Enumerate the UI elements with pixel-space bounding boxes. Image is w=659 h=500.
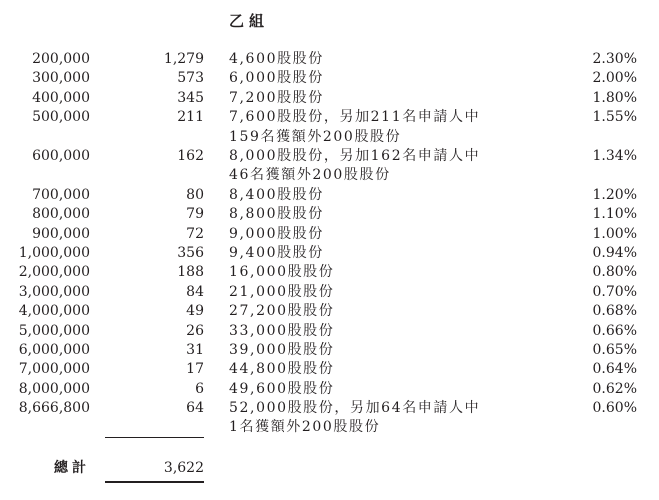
shares-applied-cell: 8,666,800: [18, 400, 90, 417]
shares-applied-cell: 7,000,000: [18, 361, 90, 378]
table-row: [0, 244, 659, 263]
total-bottom-rule: [105, 481, 204, 483]
allocation-basis-line: 49,600股股份: [229, 380, 335, 397]
valid-applications-cell: 49: [186, 303, 204, 320]
shares-applied-cell: 800,000: [32, 206, 90, 223]
allocation-basis-cell: [229, 283, 529, 302]
shares-applied-cell: 500,000: [32, 109, 90, 126]
shares-applied-cell: 700,000: [32, 186, 90, 203]
allocation-basis-line: 9,400股股份: [229, 244, 324, 261]
table-row: [0, 380, 659, 399]
allotment-percentage-cell: 1.34%: [592, 147, 637, 164]
shares-applied-cell: 3,000,000: [18, 283, 90, 300]
allotment-percentage-cell: 2.30%: [592, 51, 637, 67]
shares-applied-cell: 5,000,000: [18, 322, 90, 339]
allotment-percentage-cell: 0.64%: [592, 361, 637, 378]
allocation-basis-cell: [229, 244, 529, 263]
table-row: [0, 69, 659, 88]
shares-applied-cell: 600,000: [32, 147, 90, 164]
allocation-basis-cell: [229, 69, 529, 88]
allocation-basis-line: 1名獲額外200股股份: [229, 419, 381, 436]
allotment-table: [0, 50, 659, 438]
allocation-basis-line: 8,000股股份，另加162名申請人中: [229, 147, 481, 164]
allocation-basis-cell: [229, 186, 529, 205]
allotment-percentage-cell: 0.65%: [592, 341, 637, 358]
group-title: 乙組: [229, 12, 270, 30]
allocation-basis-line: 7,600股股份，另加211名申請人中: [229, 109, 481, 126]
valid-applications-cell: 79: [186, 206, 204, 223]
allocation-basis-cell: [229, 50, 529, 69]
valid-applications-cell: 162: [177, 147, 204, 164]
shares-applied-cell: 6,000,000: [18, 341, 90, 358]
allotment-percentage-cell: 0.80%: [592, 264, 637, 281]
valid-applications-cell: 188: [177, 264, 204, 281]
valid-applications-cell: 80: [186, 186, 204, 203]
table-row: [0, 399, 659, 438]
table-row: [0, 89, 659, 108]
shares-applied-cell: 900,000: [32, 225, 90, 242]
allocation-basis-cell: [229, 360, 529, 379]
table-row: [0, 283, 659, 302]
allotment-percentage-cell: 2.00%: [592, 70, 637, 87]
allotment-percentage-cell: 0.66%: [592, 322, 637, 339]
allocation-basis-line: 46名獲額外200股股份: [229, 167, 391, 184]
allocation-basis-line: 33,000股股份: [229, 322, 335, 339]
shares-applied-cell: 300,000: [32, 70, 90, 87]
allocation-basis-line: 8,400股股份: [229, 186, 324, 203]
allocation-basis-cell: [229, 341, 529, 360]
table-row: [0, 341, 659, 360]
allocation-basis-line: 8,800股股份: [229, 206, 324, 223]
allocation-basis-cell: [229, 399, 529, 438]
table-row: [0, 360, 659, 379]
allotment-percentage-cell: 0.70%: [592, 283, 637, 300]
allocation-basis-line: 159名獲額外200股股份: [229, 128, 402, 145]
table-row: [0, 108, 659, 147]
table-row: [0, 225, 659, 244]
allocation-basis-line: 16,000股股份: [229, 264, 335, 281]
allocation-basis-line: 52,000股股份，另加64名申請人中: [229, 400, 481, 417]
allotment-percentage-cell: 1.00%: [592, 225, 637, 242]
allotment-percentage-cell: 0.62%: [592, 380, 637, 397]
allocation-basis-cell: [229, 322, 529, 341]
allocation-basis-cell: [229, 108, 529, 147]
valid-applications-cell: 6: [195, 380, 204, 397]
allocation-basis-cell: [229, 225, 529, 244]
allocation-basis-line: 39,000股股份: [229, 341, 335, 358]
allocation-basis-line: 21,000股股份: [229, 283, 335, 300]
allocation-basis-line: 9,000股股份: [229, 225, 324, 242]
table-row: [0, 50, 659, 69]
table-row: [0, 205, 659, 224]
shares-applied-cell: 2,000,000: [18, 264, 90, 281]
valid-applications-cell: 84: [186, 283, 204, 300]
total-value: 3,622: [163, 460, 204, 476]
valid-applications-cell: 31: [186, 341, 204, 358]
allocation-basis-cell: [229, 89, 529, 108]
shares-applied-cell: 4,000,000: [18, 303, 90, 320]
valid-applications-cell: 211: [177, 109, 204, 126]
valid-applications-cell: 64: [186, 400, 204, 417]
allotment-percentage-cell: 0.68%: [592, 303, 637, 320]
allocation-basis-line: 7,200股股份: [229, 89, 324, 106]
allocation-basis-line: 6,000股股份: [229, 70, 324, 87]
total-top-rule: [105, 437, 204, 438]
table-row: [0, 263, 659, 282]
valid-applications-cell: 573: [177, 70, 204, 87]
allotment-percentage-cell: 0.60%: [592, 400, 637, 417]
valid-applications-cell: 356: [177, 244, 204, 261]
table-row: [0, 147, 659, 186]
valid-applications-cell: 72: [186, 225, 204, 242]
shares-applied-cell: 1,000,000: [18, 244, 90, 261]
allocation-basis-line: 4,600股股份: [229, 51, 324, 67]
allotment-percentage-cell: 0.94%: [592, 244, 637, 261]
allotment-percentage-cell: 1.55%: [592, 109, 637, 126]
allocation-basis-cell: [229, 263, 529, 282]
allocation-basis-line: 27,200股股份: [229, 303, 335, 320]
table-row: [0, 302, 659, 321]
allotment-percentage-cell: 1.10%: [592, 206, 637, 223]
allocation-basis-cell: [229, 205, 529, 224]
allotment-percentage-cell: 1.20%: [592, 186, 637, 203]
valid-applications-cell: 345: [177, 89, 204, 106]
valid-applications-cell: 26: [186, 322, 204, 339]
allotment-percentage-cell: 1.80%: [592, 89, 637, 106]
allocation-basis-cell: [229, 302, 529, 321]
shares-applied-cell: 8,000,000: [18, 380, 90, 397]
shares-applied-cell: 200,000: [32, 51, 90, 67]
total-label: 總計: [54, 460, 90, 476]
allocation-basis-cell: [229, 380, 529, 399]
table-row: [0, 186, 659, 205]
valid-applications-cell: 1,279: [163, 51, 204, 67]
table-row: [0, 322, 659, 341]
allocation-basis-line: 44,800股股份: [229, 361, 335, 378]
allocation-basis-cell: [229, 147, 529, 186]
shares-applied-cell: 400,000: [32, 89, 90, 106]
valid-applications-cell: 17: [186, 361, 204, 378]
